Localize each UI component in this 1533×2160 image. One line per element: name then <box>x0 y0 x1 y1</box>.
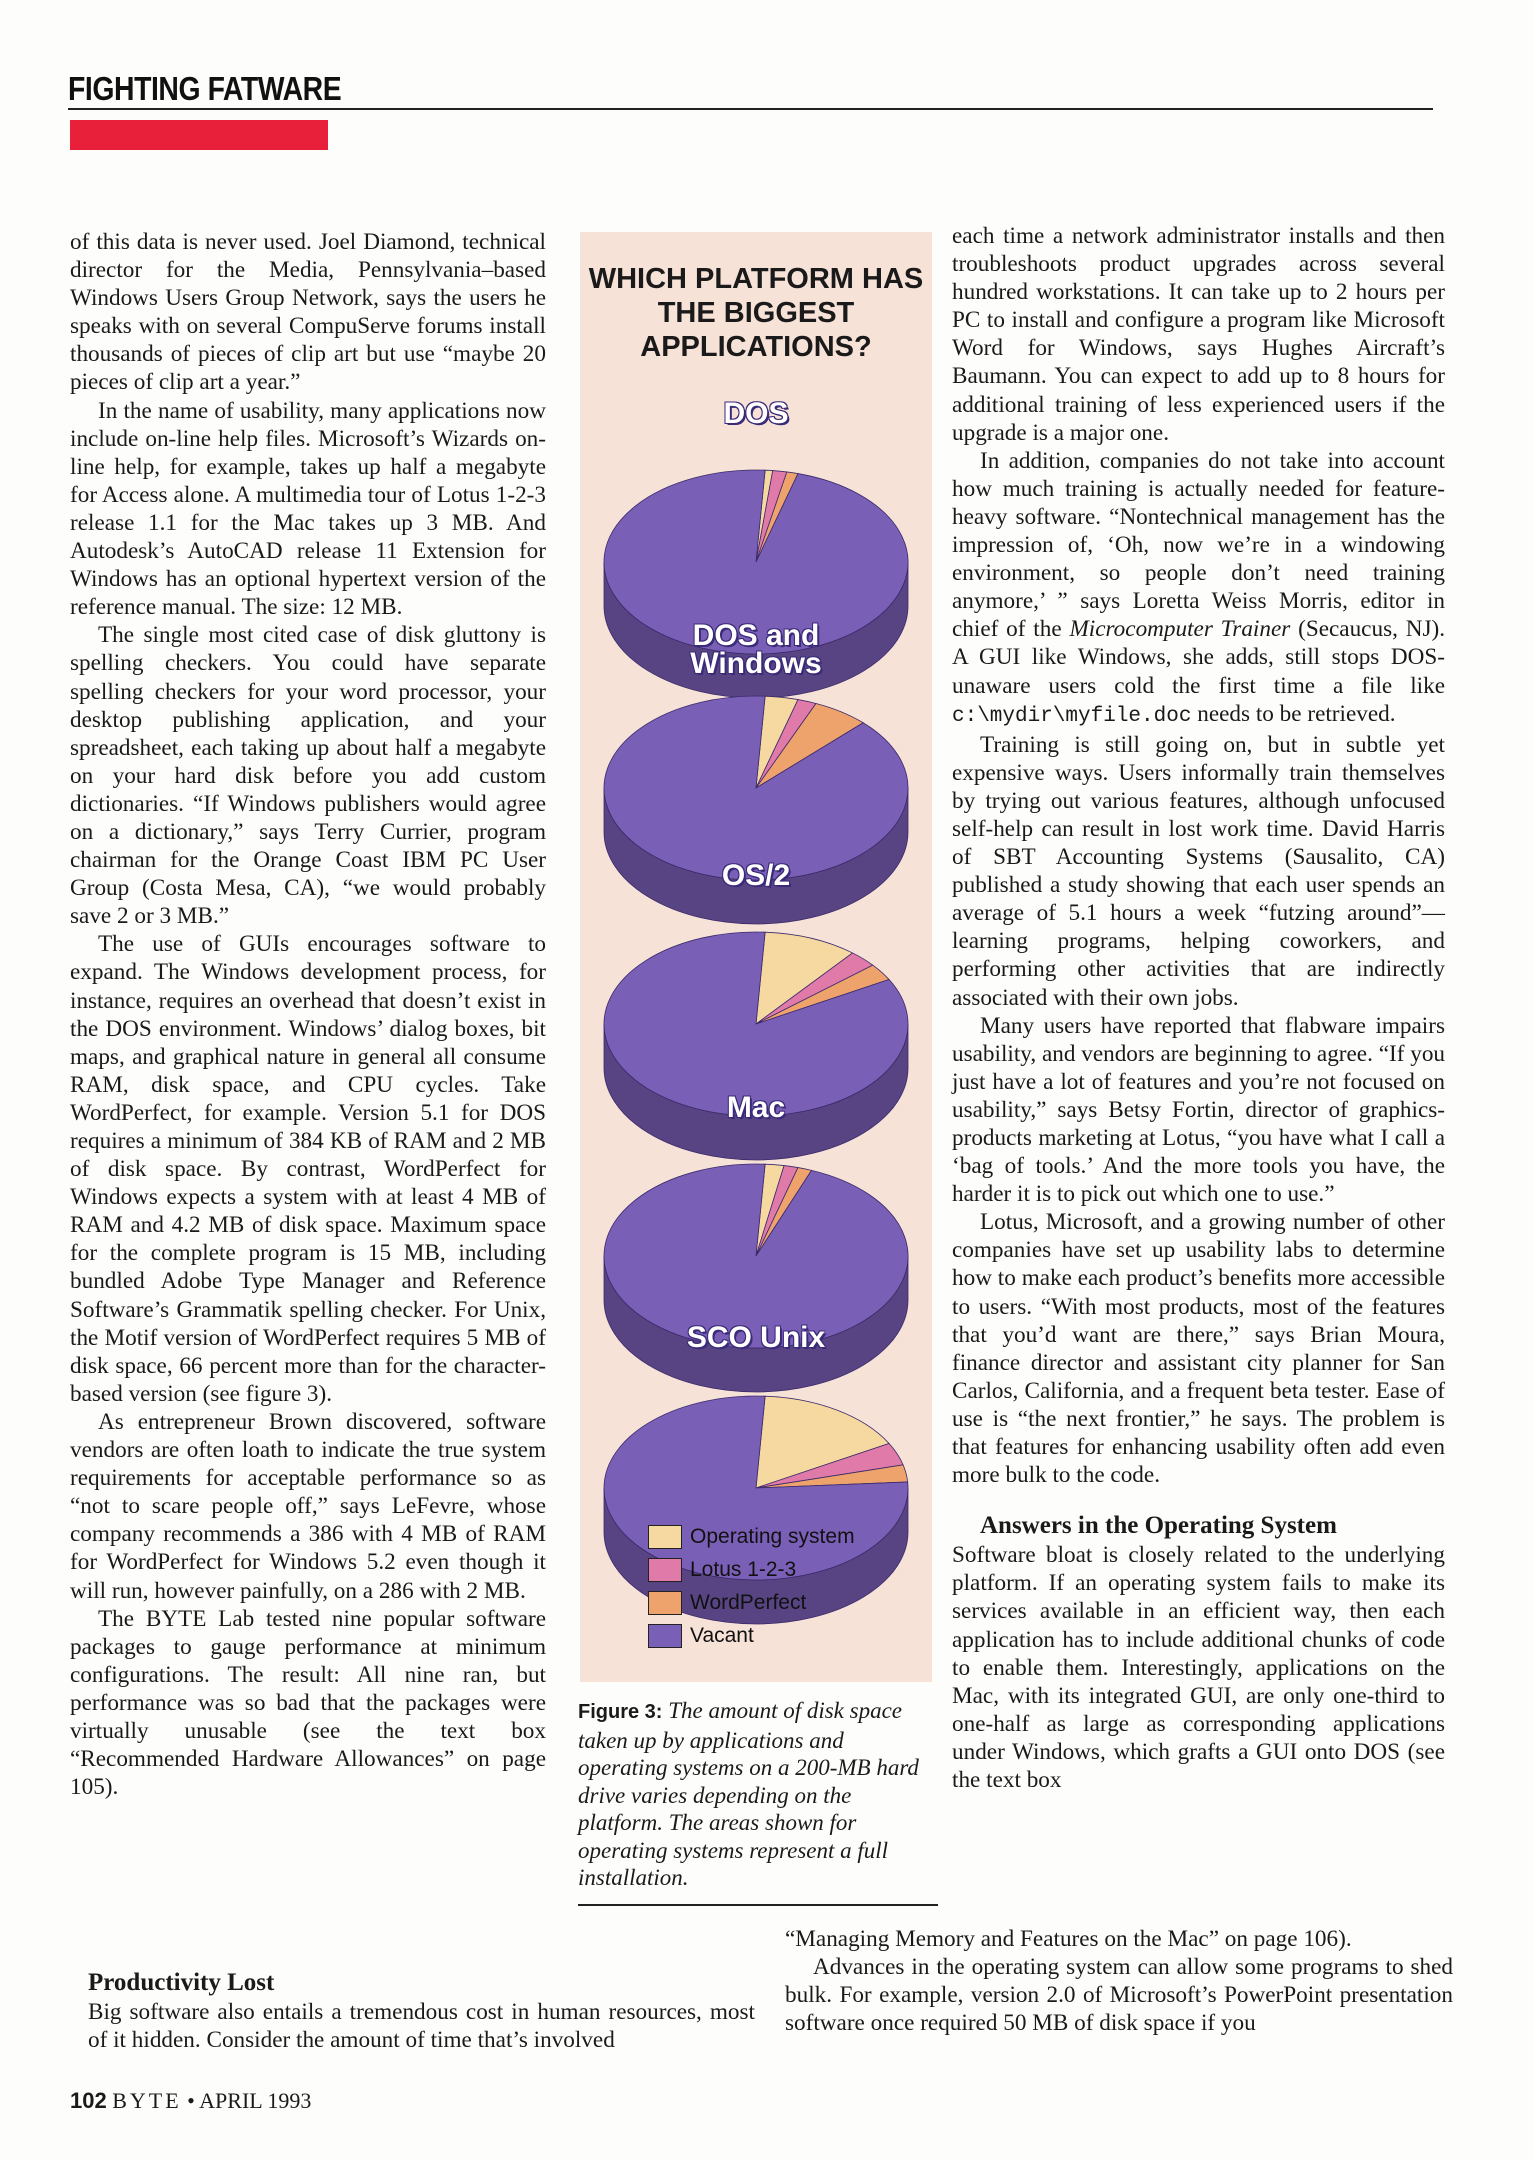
pie-charts <box>580 232 932 1682</box>
subheading: Productivity Lost <box>88 1969 275 1996</box>
page-footer <box>70 2088 311 2114</box>
paragraph: “Managing Memory and Features on the Mac” on page 106). <box>785 1926 1352 1952</box>
legend-swatch <box>648 1558 682 1582</box>
paragraph: each time a network administrator installs and then troubleshoots product upgrades across several hundred workstations. It can take up to 2 hours per PC to install and configure a program like Microsoft Word for Windows, says Hughes Aircraft’s Baumann. You can expect to add up to 8 hours for additional training of less experienced users if the upgrade is a major one. <box>952 223 1445 446</box>
pie-label-sco-unix: SCO Unix <box>686 1321 826 1354</box>
paragraph <box>952 447 1445 731</box>
pie-label-os2: OS/2 <box>721 859 791 892</box>
publication-name: BYTE <box>112 2088 182 2113</box>
paragraph: of this data is never used. Joel Diamond, technical director for the Media, Pennsylvania–based Windows Users Group Network, says the users he speaks with on several CompuServe forums install thousands of pieces of clip art but use “maybe 20 pieces of clip art a year.” <box>70 229 546 396</box>
issue-date: APRIL 1993 <box>199 2088 312 2113</box>
publication-name: Microcomputer Trainer <box>1069 616 1291 643</box>
pie-mac <box>604 1164 908 1392</box>
text-run: needs to be retrieved. <box>1191 700 1396 727</box>
pie-os-2 <box>604 932 908 1160</box>
legend-swatch <box>648 1624 682 1648</box>
paragraph: Many users have reported that flabware impairs usability, and vendors are beginning to agree. “If you just have a lot of features and you’re not focused on usability,” says Betsy Fortin, director of graphics-products marketing at Lotus, “you have what I call a ‘bag of tools.’ And the more tools you have, the harder it is to pick out which one to use.” <box>952 1012 1446 1208</box>
legend-swatch <box>648 1591 682 1615</box>
section-title: FIGHTING FATWARE <box>68 70 342 107</box>
legend-label: Operating system <box>690 1524 855 1548</box>
legend-item <box>648 1553 855 1586</box>
chart-legend <box>648 1520 855 1652</box>
paragraph: The BYTE Lab tested nine popular software packages to gauge performance at minimum configurations. The result: All nine ran, but performance was so bad that the packages were virtually unusable (see the text box “Recommended Hardware Allowances” on page 105). <box>70 1605 546 1801</box>
paragraph: In the name of usability, many applications now include on-line help files. Microsoft’s Wizards on-line help, for example, takes up half a megabyte for Access alone. A multimedia tour of Lotus 1-2-3 release 1.1 for the Mac takes up 3 MB. And Autodesk’s AutoCAD release 11 Extension for Windows has an optional hypertext version of the reference manual. The size: 12 MB. <box>70 397 546 621</box>
legend-item <box>648 1619 855 1652</box>
legend-label: Vacant <box>690 1623 754 1647</box>
subheading: Answers in the Operating System <box>980 1512 1337 1540</box>
header-rule <box>68 108 1433 110</box>
legend-label: Lotus 1-2-3 <box>690 1557 797 1581</box>
legend-label: WordPerfect <box>690 1590 807 1614</box>
text-run: In addition, companies do not take into account how much training is actually needed for feature-heavy software. “Nontechnical management has the impression of, ‘Oh, now we’re in a windowing environment, so people don’t need training anymore,’ ” says Loretta Weiss Morris, editor in chief of the <box>952 447 1445 643</box>
paragraph: Lotus, Microsoft, and a growing number of other companies have set up usability labs to determine how to make each product’s benefits more accessible to users. “With most products, most of the features that you’d want are there,” says Brian Moura, finance director and assistant city planner for San Carlos, California, and a frequent beta tester. Ease of use is “the next frontier,” he says. The problem is that features for enhancing usability often add even more bulk to the code. <box>952 1209 1445 1489</box>
caption-rule <box>578 1904 938 1906</box>
paragraph: Advances in the operating system can allow some programs to shed bulk. For example, version 2.0 of Microsoft’s PowerPoint presentation software once required 50 MB of disk space if you <box>785 1954 1453 2037</box>
paragraph: Training is still going on, but in subtle yet expensive ways. Users informally train themselves by trying out various features, although unfocused self-help can result in lost work time. David Harris of SBT Accounting Systems (Sausalito, CA) published a study showing that each user spends an average of 5.1 hours a week “futzing around”—learning programs, helping coworkers, and performing other activities that are indirectly associated with their own jobs. <box>952 731 1445 1011</box>
paragraph: Big software also entails a tremendous cost in human resources, most of it hidden. Consider the amount of time that’s involved <box>88 1999 755 2054</box>
figure-caption <box>578 1697 934 1892</box>
caption-text: The amount of disk space taken up by applications and operating systems on a 200-MB hard drive varies depending on the platform. The areas shown for operating systems represent a full installation. <box>578 1698 919 1890</box>
chart-title: WHICH PLATFORM HAS THE BIGGEST APPLICATIONS? <box>588 263 924 363</box>
figure-3-chart <box>580 232 932 1682</box>
paragraph: As entrepreneur Brown discovered, software vendors are often loath to indicate the true system requirements for acceptable performance so as “not to scare people off,” says LeFevre, whose company recommends a 386 with 4 MB of RAM for WordPerfect for Windows 5.2 even though it will run, however painfully, on a 286 with 2 MB. <box>70 1408 546 1604</box>
legend-item <box>648 1586 855 1619</box>
paragraph: The single most cited case of disk gluttony is spelling checkers. You could have separate spelling checkers for your word processor, your desktop publishing application, and your spreadsheet, each taking up about half a megabyte on your hard disk before you add custom dictionaries. “If Windows publishers would agree on a dictionary,” says Terry Currier, program chairman for the Orange Coast IBM PC User Group (Costa Mesa, CA), “we would probably save 2 or 3 MB.” <box>70 622 546 930</box>
productivity-section <box>88 1968 755 2054</box>
paragraph: The use of GUIs encourages software to expand. The Windows development process, for instance, requires an overhead that doesn’t exist in the DOS environment. Windows’ dialog boxes, bit maps, and graphical nature in general all consume RAM, disk space, and CPU cycles. Take WordPerfect, for example. Version 5.1 for DOS requires a minimum of 384 KB of RAM and 2 MB of disk space. By contrast, WordPerfect for Windows expects a system with at least 4 MB of RAM and 4.2 MB of disk space. Maximum space for the complete program is 15 MB, including bundled Adobe Type Manager and Reference Software’s Grammatik spelling checker. For Unix, the Motif version of WordPerfect requires 5 MB of disk space, 66 percent more than for the character-based version (see figure 3). <box>70 931 546 1407</box>
pie-label-dos-windows: DOS and Windows <box>690 619 822 680</box>
pie-label-mac: Mac <box>726 1091 786 1124</box>
legend-item <box>648 1520 855 1553</box>
page-number: 102 <box>70 2088 107 2113</box>
pie-label-dos: DOS <box>723 397 789 430</box>
file-path: c:\mydir\myfile.doc <box>952 704 1192 728</box>
text-run: (Secaucus, NJ). A GUI like Windows, she adds, still stops DOS-unaware users cold the first time a file like <box>952 616 1445 699</box>
pie-slice-vacant <box>604 696 908 880</box>
bottom-right-text <box>785 1925 1453 2037</box>
header-accent-bar <box>70 120 328 150</box>
caption-label: Figure 3: <box>578 1701 663 1723</box>
legend-swatch <box>648 1525 682 1549</box>
column-1 <box>70 228 546 1801</box>
separator: • <box>187 2088 200 2113</box>
paragraph: Software bloat is closely related to the underlying platform. If an operating system fails to make its services available in an efficient way, then each application has to include additional chunks of code to enable them. Interestingly, applications on the Mac, with its integrated GUI, are only one-third to one-half as large as corresponding applications under Windows, which grafts a GUI onto DOS (see the text box <box>952 1542 1445 1793</box>
column-3 <box>952 222 1445 1794</box>
